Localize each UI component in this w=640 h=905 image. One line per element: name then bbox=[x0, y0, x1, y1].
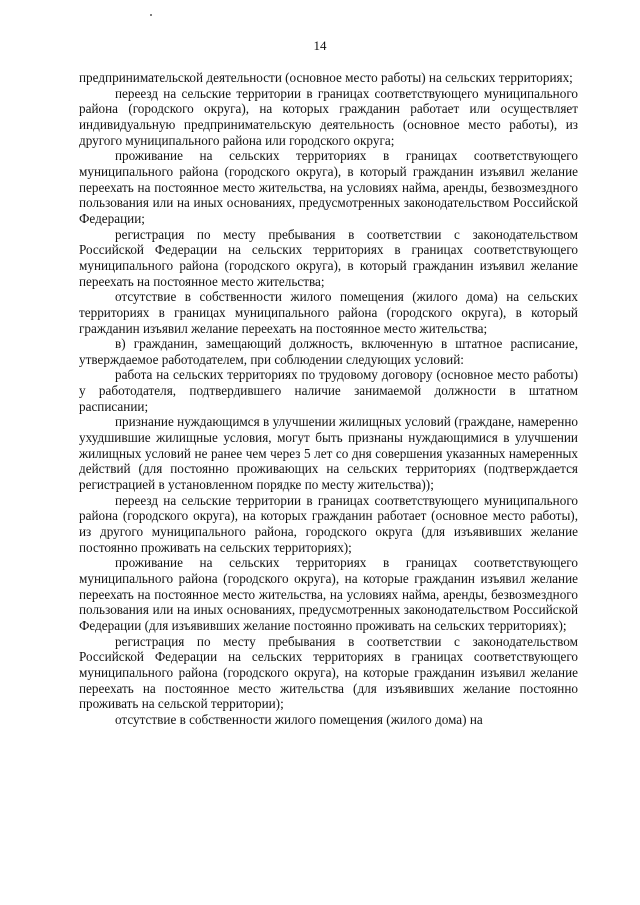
paragraph: в) гражданин, замещающий должность, включенную в штатное расписание, утверждаемое работодателем, при соблюдении следующих условий: bbox=[79, 336, 578, 367]
paragraph: регистрация по месту пребывания в соответствии с законодательством Российской Федерации на сельских территориях в границах соответствующего муниципального района (городского округа), на которые гражданин изъявил желание переехать на постоянное место жительства (для изъявивших желание постоянно проживать на сельской территории); bbox=[79, 633, 578, 712]
scan-speck bbox=[150, 14, 152, 16]
paragraph: отсутствие в собственности жилого помещения (жилого дома) на bbox=[115, 711, 483, 727]
paragraph: признание нуждающимся в улучшении жилищных условий (граждане, намеренно ухудшившие жилищные условия, могут быть признаны нуждающимися в улучшении жилищных условий не ранее чем через 5 лет со дня совершения указанных намеренных действий (для постоянно проживающих на сельских территориях (подтверждается регистрацией в установленном порядке по месту жительства)); bbox=[79, 414, 578, 493]
document-body bbox=[79, 70, 578, 728]
paragraph: проживание на сельских территориях в границах соответствующего муниципального района (городского округа), на которые гражданин изъявил желание переехать на постоянное место жительства, на условиях найма, аренды, безвозмездного пользования или на иных основаниях, предусмотренных законодательством Российской Федерации (для изъявивших желание постоянно проживать на сельских территориях); bbox=[79, 555, 578, 633]
paragraph: переезд на сельские территории в границах соответствующего муниципального района (городского округа), на которых гражданин работает или осуществляет индивидуальную предпринимательскую деятельность (основное место работы), из другого муниципального района или городского округа; bbox=[79, 85, 578, 148]
paragraph: отсутствие в собственности жилого помещения (жилого дома) на сельских территориях в границах муниципального района (городского округа), в который гражданин изъявил желание переехать на постоянное место жительства; bbox=[79, 289, 578, 336]
paragraph: проживание на сельских территориях в границах соответствующего муниципального района (городского округа), в который гражданин изъявил желание переехать на постоянное место жительства, на условиях найма, аренды, безвозмездного пользования или на иных основаниях, предусмотренных законодательством Российской Федерации; bbox=[79, 148, 578, 226]
paragraph: регистрация по месту пребывания в соответствии с законодательством Российской Федерации на сельских территориях в границах соответствующего муниципального района (городского округа), в который гражданин изъявил желание переехать на постоянное место жительства; bbox=[79, 226, 578, 289]
page-number: 14 bbox=[313, 38, 327, 53]
paragraph: работа на сельских территориях по трудовому договору (основное место работы) у работодателя, подтвердившего наличие занимаемой должности в штатном расписании; bbox=[79, 367, 578, 414]
paragraph: переезд на сельские территории в границах соответствующего муниципального района (городского округа), на которых гражданин работает (основное место работы), из другого муниципального района, городского округа (для изъявивших желание постоянно проживать на сельских территориях); bbox=[79, 492, 578, 555]
paragraph: предпринимательской деятельности (основное место работы) на сельских территориях; bbox=[79, 70, 573, 85]
